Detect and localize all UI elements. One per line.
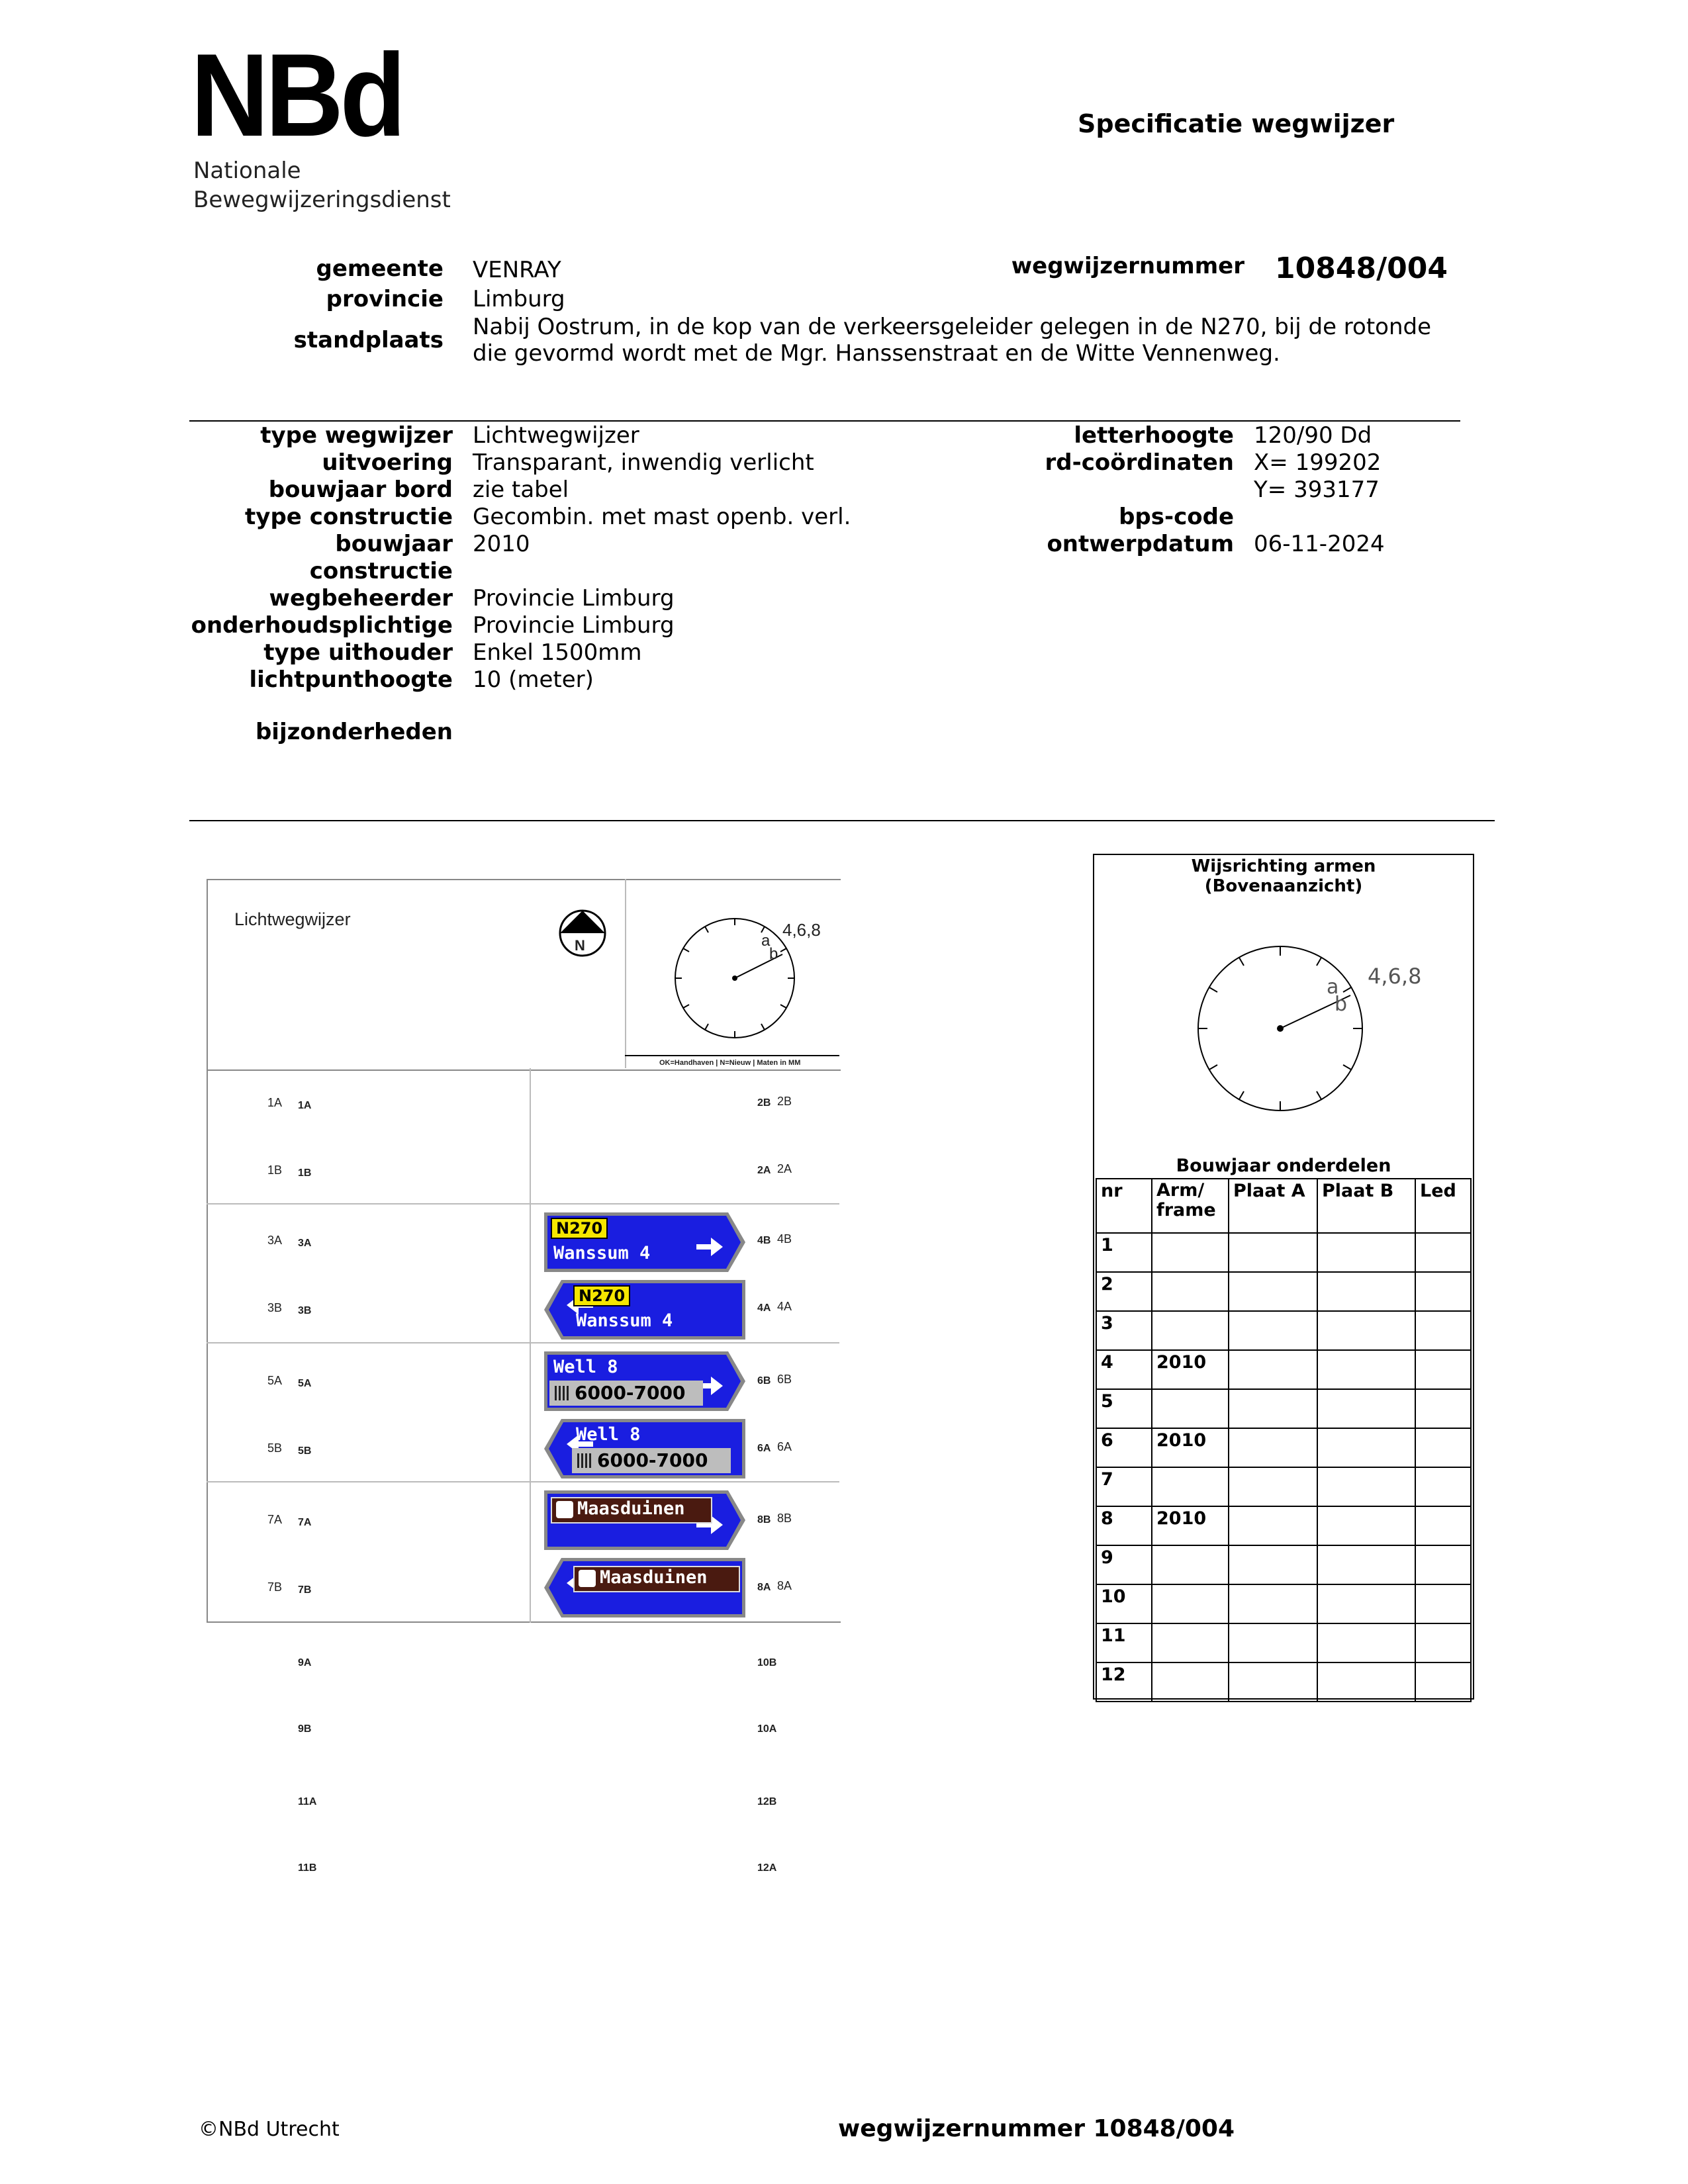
gemeente-label: gemeente bbox=[316, 255, 444, 282]
pos-label-right-small: 6B bbox=[777, 1373, 792, 1386]
nature-icon bbox=[579, 1570, 596, 1587]
header-arm: Arm/ frame bbox=[1152, 1179, 1229, 1233]
pos-label-left: 1B bbox=[298, 1167, 312, 1179]
spec-value: zie tabel bbox=[473, 477, 569, 503]
pos-label-left: 7B bbox=[298, 1584, 312, 1596]
spec-value: Provincie Limburg bbox=[473, 585, 675, 612]
plate-destination: Wanssum 4 bbox=[553, 1243, 651, 1263]
bouwjaar-cell-nr: 5 bbox=[1096, 1389, 1152, 1428]
logo-line2: Bewegwijzeringsdienst bbox=[193, 187, 451, 213]
pos-label-extra-left: 11B bbox=[298, 1862, 317, 1874]
spec-value: 2010 bbox=[473, 531, 530, 557]
provincie-value: Limburg bbox=[473, 286, 565, 312]
sign-plate bbox=[541, 1210, 748, 1275]
pos-label-right-small: 2A bbox=[777, 1162, 792, 1175]
drawing-legend: OK=Handhaven | N=Nieuw | Maten in MM bbox=[659, 1059, 801, 1067]
pos-label-right: 6A bbox=[757, 1443, 771, 1454]
grid-row-line-1 bbox=[207, 1203, 839, 1205]
pos-label-extra-right: 10A bbox=[757, 1723, 777, 1735]
plate-destination: Well 8 bbox=[553, 1357, 618, 1377]
standplaats-line1: Nabij Oostrum, in de kop van de verkeersgeleider gelegen in de N270, bij de rotonde bbox=[473, 314, 1432, 340]
wijsrichting-title bbox=[1093, 856, 1474, 896]
spec-right-label: bps-code bbox=[1119, 504, 1234, 530]
bouwjaar-cell-b bbox=[1317, 1506, 1415, 1545]
drawing-compass-label: 4,6,8 bbox=[782, 920, 821, 940]
bouwjaar-cell-nr: 10 bbox=[1096, 1584, 1152, 1623]
sign-plate bbox=[541, 1488, 748, 1553]
plate-graphic bbox=[541, 1277, 748, 1342]
spec-label: wegbeheerder bbox=[269, 585, 453, 612]
header-led: Led bbox=[1415, 1179, 1471, 1233]
nature-icon bbox=[556, 1501, 573, 1518]
spec-value: Enkel 1500mm bbox=[473, 639, 642, 666]
wegwijzernummer-label: wegwijzernummer bbox=[1011, 253, 1244, 279]
bouwjaar-row bbox=[1096, 1467, 1471, 1506]
bouwjaar-cell-a bbox=[1229, 1233, 1317, 1272]
pos-label-extra-left: 11A bbox=[298, 1796, 317, 1807]
north-letter: N bbox=[575, 937, 585, 954]
drawing-title: Lichtwegwijzer bbox=[234, 909, 351, 929]
road-number-badge: N270 bbox=[573, 1285, 630, 1306]
bouwjaar-cell-led bbox=[1415, 1272, 1471, 1311]
pos-label-extra-left: 9B bbox=[298, 1723, 312, 1735]
pos-label-extra-right: 12B bbox=[757, 1796, 777, 1807]
document-title: Specificatie wegwijzer bbox=[1078, 109, 1395, 138]
bouwjaar-cell-nr: 11 bbox=[1096, 1623, 1152, 1662]
pos-label-right: 2A bbox=[757, 1165, 771, 1176]
bouwjaar-cell-a bbox=[1229, 1350, 1317, 1389]
plate-destination: Well 8 bbox=[576, 1424, 641, 1445]
drawing-compass-a: a bbox=[761, 932, 771, 950]
bouwjaar-cell-a bbox=[1229, 1272, 1317, 1311]
spec-label: type wegwijzer bbox=[260, 422, 453, 449]
drawing-compass-b: b bbox=[769, 945, 778, 963]
provincie-label: provincie bbox=[326, 286, 444, 312]
industrial-zone-icon bbox=[577, 1453, 592, 1468]
bouwjaar-cell-nr: 3 bbox=[1096, 1311, 1152, 1350]
bouwjaar-table bbox=[1096, 1178, 1472, 1702]
sign-plate bbox=[541, 1555, 748, 1620]
pos-label-right-small: 8B bbox=[777, 1512, 792, 1525]
bouwjaar-cell-nr: 4 bbox=[1096, 1350, 1152, 1389]
footer-wegwijzernummer: wegwijzernummer 10848/004 bbox=[838, 2115, 1235, 2142]
bouwjaar-row bbox=[1096, 1506, 1471, 1545]
bouwjaar-body bbox=[1096, 1233, 1471, 1702]
bouwjaar-cell-b bbox=[1317, 1428, 1415, 1467]
pos-label-left-small: 1B bbox=[267, 1163, 283, 1177]
pos-label-left-small: 7B bbox=[267, 1580, 283, 1594]
zone-panel bbox=[549, 1381, 703, 1406]
pos-label-right-small: 4B bbox=[777, 1232, 792, 1246]
bouwjaar-cell-arm bbox=[1152, 1311, 1229, 1350]
bouwjaar-row bbox=[1096, 1233, 1471, 1272]
bouwjaar-cell-arm bbox=[1152, 1662, 1229, 1702]
zone-number: 6000-7000 bbox=[575, 1382, 686, 1404]
spec-label: bouwjaar bord bbox=[268, 477, 453, 503]
tourist-panel bbox=[573, 1566, 740, 1592]
bouwjaar-cell-nr: 2 bbox=[1096, 1272, 1152, 1311]
bouwjaar-cell-arm: 2010 bbox=[1152, 1428, 1229, 1467]
pos-label-left-small: 3A bbox=[267, 1234, 283, 1247]
grid-center-line bbox=[530, 1068, 531, 1623]
bouwjaar-row bbox=[1096, 1389, 1471, 1428]
spec-value: Lichtwegwijzer bbox=[473, 422, 639, 449]
bouwjaar-cell-nr: 1 bbox=[1096, 1233, 1152, 1272]
legend-rule bbox=[625, 1055, 839, 1056]
spec-label: constructie bbox=[309, 558, 453, 584]
bouwjaar-header-row bbox=[1096, 1179, 1471, 1233]
bouwjaar-row bbox=[1096, 1311, 1471, 1350]
bouwjaar-cell-led bbox=[1415, 1467, 1471, 1506]
wijsrichting-b: b bbox=[1335, 993, 1348, 1016]
logo-line1: Nationale bbox=[193, 158, 301, 184]
bouwjaar-cell-arm bbox=[1152, 1545, 1229, 1584]
bouwjaar-cell-led bbox=[1415, 1389, 1471, 1428]
bouwjaar-cell-a bbox=[1229, 1545, 1317, 1584]
pos-label-extra-left: 9A bbox=[298, 1657, 312, 1668]
zone-number: 6000-7000 bbox=[597, 1449, 708, 1471]
zone-panel bbox=[572, 1448, 731, 1473]
bouwjaar-cell-a bbox=[1229, 1428, 1317, 1467]
bouwjaar-cell-arm bbox=[1152, 1272, 1229, 1311]
bouwjaar-cell-a bbox=[1229, 1389, 1317, 1428]
bouwjaar-row bbox=[1096, 1662, 1471, 1702]
bouwjaar-cell-arm: 2010 bbox=[1152, 1506, 1229, 1545]
spec-label: onderhoudsplichtige bbox=[191, 612, 453, 639]
spec-right-label: letterhoogte bbox=[1074, 422, 1234, 449]
pos-label-left-small: 7A bbox=[267, 1513, 283, 1526]
bouwjaar-cell-a bbox=[1229, 1662, 1317, 1702]
bouwjaar-row bbox=[1096, 1623, 1471, 1662]
bouwjaar-cell-arm bbox=[1152, 1623, 1229, 1662]
separator-bottom bbox=[189, 820, 1495, 821]
pos-label-left: 3A bbox=[298, 1238, 312, 1249]
wijsrichting-title-2: (Bovenaanzicht) bbox=[1204, 876, 1363, 896]
bouwjaar-cell-led bbox=[1415, 1545, 1471, 1584]
bouwjaar-cell-a bbox=[1229, 1584, 1317, 1623]
plate-destination: Wanssum 4 bbox=[576, 1310, 673, 1331]
bouwjaar-cell-led bbox=[1415, 1623, 1471, 1662]
pos-label-left: 7A bbox=[298, 1517, 312, 1528]
bouwjaar-cell-arm bbox=[1152, 1233, 1229, 1272]
spec-value: Provincie Limburg bbox=[473, 612, 675, 639]
wijsrichting-compass-icon bbox=[1196, 944, 1365, 1113]
bouwjaar-title: Bouwjaar onderdelen bbox=[1176, 1156, 1391, 1176]
spec-right-value: 120/90 Dd bbox=[1254, 422, 1372, 449]
bouwjaar-row bbox=[1096, 1545, 1471, 1584]
bouwjaar-cell-b bbox=[1317, 1233, 1415, 1272]
bouwjaar-cell-a bbox=[1229, 1467, 1317, 1506]
sign-plate bbox=[541, 1349, 748, 1414]
bouwjaar-cell-nr: 7 bbox=[1096, 1467, 1152, 1506]
standplaats-label: standplaats bbox=[293, 327, 444, 353]
spec-label: uitvoering bbox=[322, 449, 453, 476]
sign-plate bbox=[541, 1277, 748, 1342]
pos-label-right: 8A bbox=[757, 1582, 771, 1593]
spec-right-value: X= 199202 bbox=[1254, 449, 1382, 476]
pos-label-right: 4A bbox=[757, 1302, 771, 1314]
wijsrichting-label: 4,6,8 bbox=[1368, 964, 1422, 989]
pos-label-left: 3B bbox=[298, 1305, 312, 1316]
bouwjaar-cell-led bbox=[1415, 1350, 1471, 1389]
bouwjaar-row bbox=[1096, 1584, 1471, 1623]
bouwjaar-cell-a bbox=[1229, 1506, 1317, 1545]
bouwjaar-cell-b bbox=[1317, 1584, 1415, 1623]
bouwjaar-cell-a bbox=[1229, 1311, 1317, 1350]
pos-label-right: 4B bbox=[757, 1235, 771, 1246]
pos-label-left: 5B bbox=[298, 1445, 312, 1457]
spec-value: 10 (meter) bbox=[473, 666, 594, 693]
pos-label-right-small: 2B bbox=[777, 1095, 792, 1108]
spec-value: Gecombin. met mast openb. verl. bbox=[473, 504, 851, 530]
bouwjaar-cell-arm bbox=[1152, 1467, 1229, 1506]
pos-label-extra-right: 10B bbox=[757, 1657, 777, 1668]
road-number-badge: N270 bbox=[551, 1218, 608, 1239]
bouwjaar-cell-nr: 12 bbox=[1096, 1662, 1152, 1702]
spec-label: lichtpunthoogte bbox=[249, 666, 453, 693]
bouwjaar-cell-b bbox=[1317, 1311, 1415, 1350]
bouwjaar-cell-b bbox=[1317, 1662, 1415, 1702]
spec-label: type uithouder bbox=[263, 639, 453, 666]
wijsrichting-title-1: Wijsrichting armen bbox=[1191, 856, 1376, 876]
bouwjaar-cell-led bbox=[1415, 1311, 1471, 1350]
bouwjaar-cell-b bbox=[1317, 1467, 1415, 1506]
plate-destination: Maasduinen bbox=[600, 1567, 708, 1588]
bouwjaar-cell-led bbox=[1415, 1233, 1471, 1272]
spec-right-label: ontwerpdatum bbox=[1047, 531, 1234, 557]
spec-value: Transparant, inwendig verlicht bbox=[473, 449, 814, 476]
spec-label: type constructie bbox=[245, 504, 453, 530]
wegwijzernummer-value: 10848/004 bbox=[1275, 251, 1448, 285]
pos-label-extra-right: 12A bbox=[757, 1862, 777, 1874]
bouwjaar-cell-led bbox=[1415, 1506, 1471, 1545]
bijzonderheden-label: bijzonderheden bbox=[255, 719, 453, 745]
pos-label-right: 8B bbox=[757, 1514, 771, 1525]
bouwjaar-cell-b bbox=[1317, 1389, 1415, 1428]
wijsrichting-a: a bbox=[1327, 976, 1339, 999]
header-plaat-b: Plaat B bbox=[1317, 1179, 1415, 1233]
spec-right-label: rd-coördinaten bbox=[1045, 449, 1234, 476]
plate-destination: Maasduinen bbox=[577, 1498, 685, 1519]
bouwjaar-cell-led bbox=[1415, 1662, 1471, 1702]
pos-label-right-small: 4A bbox=[777, 1300, 792, 1313]
bouwjaar-cell-arm: 2010 bbox=[1152, 1350, 1229, 1389]
logo-mark: NBd bbox=[191, 29, 403, 161]
gemeente-value: VENRAY bbox=[473, 257, 561, 283]
sign-plate bbox=[541, 1416, 748, 1481]
bouwjaar-cell-arm bbox=[1152, 1389, 1229, 1428]
bouwjaar-cell-b bbox=[1317, 1623, 1415, 1662]
pos-label-right: 2B bbox=[757, 1097, 771, 1109]
bouwjaar-cell-b bbox=[1317, 1545, 1415, 1584]
tourist-panel bbox=[551, 1497, 712, 1524]
bouwjaar-cell-b bbox=[1317, 1272, 1415, 1311]
standplaats-line2: die gevormd wordt met de Mgr. Hanssenstraat en de Witte Vennenweg. bbox=[473, 340, 1280, 367]
pos-label-right: 6B bbox=[757, 1375, 771, 1387]
pos-label-left-small: 1A bbox=[267, 1096, 283, 1109]
spec-right-value: Y= 393177 bbox=[1254, 477, 1380, 503]
pos-label-right-small: 6A bbox=[777, 1440, 792, 1453]
bouwjaar-cell-arm bbox=[1152, 1584, 1229, 1623]
grid-row-line-2 bbox=[207, 1342, 839, 1343]
header-nr: nr bbox=[1096, 1179, 1152, 1233]
bouwjaar-cell-nr: 6 bbox=[1096, 1428, 1152, 1467]
pos-label-left-small: 5A bbox=[267, 1374, 283, 1387]
bouwjaar-cell-a bbox=[1229, 1623, 1317, 1662]
industrial-zone-icon bbox=[555, 1386, 569, 1400]
drawing-divider bbox=[625, 879, 626, 1068]
bouwjaar-cell-nr: 8 bbox=[1096, 1506, 1152, 1545]
bouwjaar-cell-nr: 9 bbox=[1096, 1545, 1152, 1584]
spec-right-value: 06-11-2024 bbox=[1254, 531, 1385, 557]
bouwjaar-cell-led bbox=[1415, 1428, 1471, 1467]
grid-row-line-3 bbox=[207, 1481, 839, 1482]
spec-label: bouwjaar bbox=[335, 531, 453, 557]
bouwjaar-row bbox=[1096, 1272, 1471, 1311]
drawing-compass-icon bbox=[670, 913, 800, 1043]
pos-label-left-small: 3B bbox=[267, 1301, 283, 1314]
pos-label-left: 1A bbox=[298, 1100, 312, 1111]
bouwjaar-cell-b bbox=[1317, 1350, 1415, 1389]
footer-copyright: ©NBd Utrecht bbox=[199, 2118, 340, 2141]
bouwjaar-row bbox=[1096, 1428, 1471, 1467]
bouwjaar-row bbox=[1096, 1350, 1471, 1389]
pos-label-left-small: 5B bbox=[267, 1441, 283, 1455]
separator-top bbox=[189, 420, 1460, 422]
pos-label-right-small: 8A bbox=[777, 1579, 792, 1592]
header-plaat-a: Plaat A bbox=[1229, 1179, 1317, 1233]
pos-label-left: 5A bbox=[298, 1378, 312, 1389]
bouwjaar-cell-led bbox=[1415, 1584, 1471, 1623]
